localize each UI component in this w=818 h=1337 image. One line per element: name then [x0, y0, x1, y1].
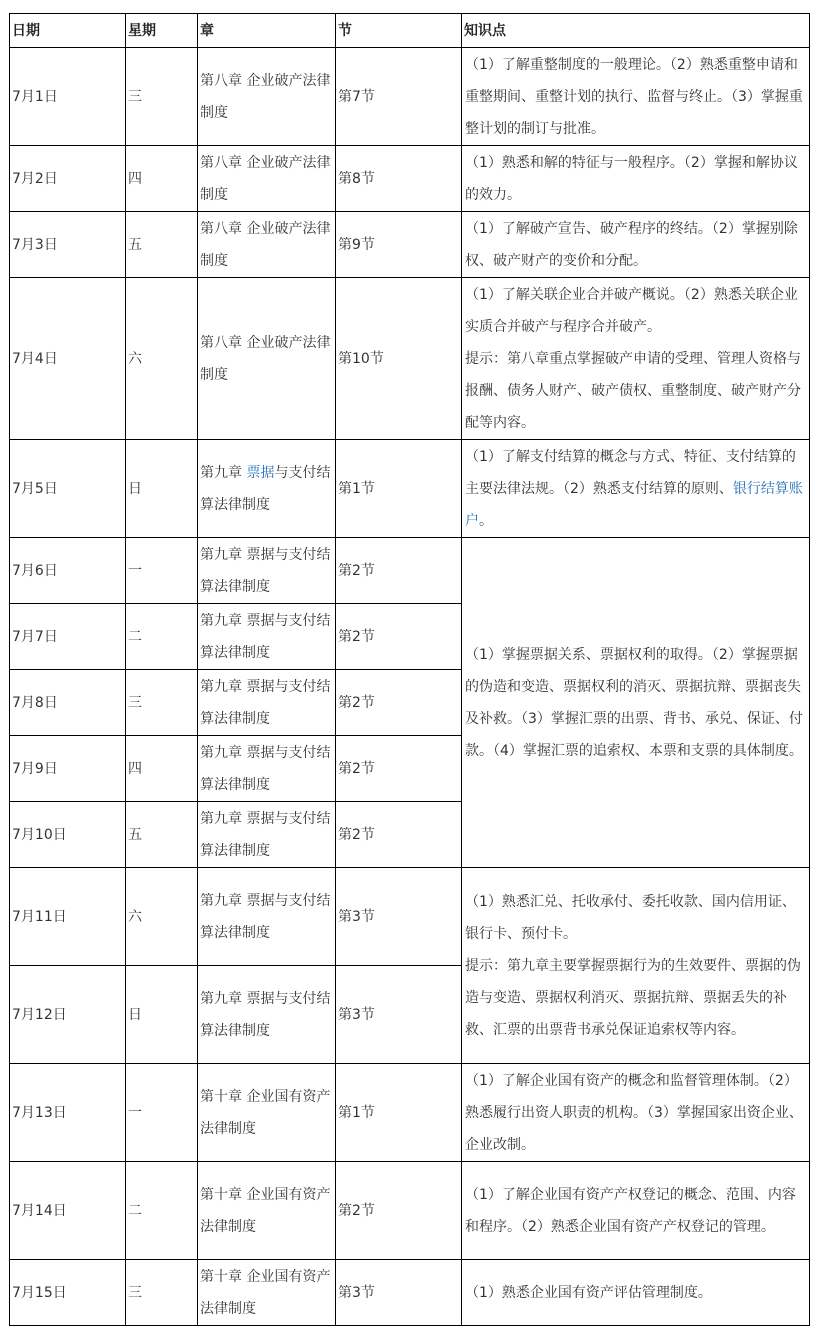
header-weekday: 星期 — [126, 14, 198, 48]
weekday-cell: 日 — [126, 966, 198, 1064]
knowledge-text: （1）了解企业国有资产产权登记的概念、范围、内容和程序。（2）熟悉企业国有资产产权登记的管理。 — [465, 1186, 796, 1235]
date-cell: 7月12日 — [10, 966, 126, 1064]
knowledge-text: （1）了解关联企业合并破产概说。（2）熟悉关联企业实质合并破产与程序合并破产。 — [465, 286, 798, 335]
chapter-prefix: 第九章 — [200, 464, 247, 481]
bank-account-link[interactable]: 银行结算账户 — [465, 480, 803, 529]
date-cell: 7月15日 — [10, 1260, 126, 1326]
knowledge-cell — [462, 538, 810, 868]
knowledge-cell — [462, 48, 810, 146]
chapter-cell: 第八章 企业破产法律制度 — [198, 146, 336, 212]
header-knowledge: 知识点 — [462, 14, 810, 48]
date-cell: 7月10日 — [10, 802, 126, 868]
section-cell: 第2节 — [336, 1162, 462, 1260]
knowledge-text-end: 。 — [479, 512, 493, 529]
chapter-cell: 第九章 票据与支付结算法律制度 — [198, 868, 336, 966]
table-row — [10, 440, 810, 538]
section-cell: 第2节 — [336, 802, 462, 868]
weekday-cell: 一 — [126, 1064, 198, 1162]
section-cell: 第3节 — [336, 1260, 462, 1326]
date-cell: 7月7日 — [10, 604, 126, 670]
table-header-row — [10, 14, 810, 48]
weekday-cell: 四 — [126, 736, 198, 802]
weekday-cell: 三 — [126, 670, 198, 736]
table-row — [10, 1162, 810, 1260]
chapter-cell: 第九章 票据与支付结算法律制度 — [198, 966, 336, 1064]
table-row — [10, 538, 810, 604]
weekday-cell: 三 — [126, 48, 198, 146]
section-cell: 第3节 — [336, 966, 462, 1064]
section-cell: 第10节 — [336, 278, 462, 440]
section-cell: 第1节 — [336, 1064, 462, 1162]
knowledge-cell — [462, 1162, 810, 1260]
section-cell: 第2节 — [336, 538, 462, 604]
section-cell: 第2节 — [336, 604, 462, 670]
table-row — [10, 868, 810, 966]
knowledge-cell — [462, 868, 810, 1064]
weekday-cell: 二 — [126, 604, 198, 670]
knowledge-cell — [462, 278, 810, 440]
date-cell: 7月1日 — [10, 48, 126, 146]
chapter-cell — [198, 440, 336, 538]
table-row — [10, 146, 810, 212]
study-schedule-table — [9, 13, 810, 1326]
section-cell: 第1节 — [336, 440, 462, 538]
header-section: 节 — [336, 14, 462, 48]
section-cell: 第2节 — [336, 670, 462, 736]
knowledge-tip: 提示：第九章主要掌握票据行为的生效要件、票据的伪造与变造、票据权利消灭、票据抗辩、票据丢失的补救、汇票的出票背书承兑保证追索权等内容。 — [465, 957, 801, 1038]
date-cell: 7月4日 — [10, 278, 126, 440]
section-cell: 第7节 — [336, 48, 462, 146]
chapter-cell: 第八章 企业破产法律制度 — [198, 48, 336, 146]
knowledge-text: （1）了解企业国有资产的概念和监督管理体制。（2）熟悉履行出资人职责的机构。（3）掌握国家出资企业、企业改制。 — [465, 1072, 803, 1153]
knowledge-text: （1）熟悉汇兑、托收承付、委托收款、国内信用证、银行卡、预付卡。 — [465, 893, 796, 942]
weekday-cell: 三 — [126, 1260, 198, 1326]
header-date: 日期 — [10, 14, 126, 48]
date-cell: 7月13日 — [10, 1064, 126, 1162]
chapter-cell: 第八章 企业破产法律制度 — [198, 212, 336, 278]
table-row — [10, 212, 810, 278]
chapter-cell: 第十章 企业国有资产法律制度 — [198, 1064, 336, 1162]
header-chapter: 章 — [198, 14, 336, 48]
knowledge-cell — [462, 212, 810, 278]
knowledge-text: （1）熟悉企业国有资产评估管理制度。 — [465, 1284, 712, 1301]
weekday-cell: 六 — [126, 868, 198, 966]
date-cell: 7月9日 — [10, 736, 126, 802]
table-row — [10, 1260, 810, 1326]
weekday-cell: 五 — [126, 802, 198, 868]
table-row — [10, 1064, 810, 1162]
date-cell: 7月8日 — [10, 670, 126, 736]
chapter-cell: 第八章 企业破产法律制度 — [198, 278, 336, 440]
table-row — [10, 48, 810, 146]
section-cell: 第8节 — [336, 146, 462, 212]
weekday-cell: 日 — [126, 440, 198, 538]
knowledge-text: （1）了解支付结算的概念与方式、特征、支付结算的主要法律法规。（2）熟悉支付结算的原则、 — [465, 448, 796, 497]
weekday-cell: 一 — [126, 538, 198, 604]
weekday-cell: 二 — [126, 1162, 198, 1260]
knowledge-tip: 提示：第八章重点掌握破产申请的受理、管理人资格与报酬、债务人财产、破产债权、重整制度、破产财产分配等内容。 — [465, 350, 801, 431]
chapter-cell: 第九章 票据与支付结算法律制度 — [198, 802, 336, 868]
chapter-cell: 第九章 票据与支付结算法律制度 — [198, 736, 336, 802]
section-cell: 第3节 — [336, 868, 462, 966]
chapter-cell: 第十章 企业国有资产法律制度 — [198, 1162, 336, 1260]
date-cell: 7月6日 — [10, 538, 126, 604]
chapter-cell: 第九章 票据与支付结算法律制度 — [198, 538, 336, 604]
knowledge-cell — [462, 1064, 810, 1162]
weekday-cell: 五 — [126, 212, 198, 278]
knowledge-text: （1）了解破产宣告、破产程序的终结。（2）掌握别除权、破产财产的变价和分配。 — [465, 220, 798, 269]
chapter-cell: 第九章 票据与支付结算法律制度 — [198, 604, 336, 670]
knowledge-text: （1）了解重整制度的一般理论。（2）熟悉重整申请和重整期间、重整计划的执行、监督与终止。（3）掌握重整计划的制订与批准。 — [465, 56, 803, 137]
section-cell: 第9节 — [336, 212, 462, 278]
weekday-cell: 四 — [126, 146, 198, 212]
knowledge-text: （1）熟悉和解的特征与一般程序。（2）掌握和解协议的效力。 — [465, 154, 798, 203]
chapter-suffix: 与支付结算法律制度 — [200, 464, 331, 513]
date-cell: 7月3日 — [10, 212, 126, 278]
bill-link[interactable]: 票据 — [246, 464, 275, 481]
chapter-cell: 第十章 企业国有资产法律制度 — [198, 1260, 336, 1326]
date-cell: 7月5日 — [10, 440, 126, 538]
knowledge-cell — [462, 440, 810, 538]
weekday-cell: 六 — [126, 278, 198, 440]
date-cell: 7月11日 — [10, 868, 126, 966]
knowledge-text: （1）掌握票据关系、票据权利的取得。（2）掌握票据的伪造和变造、票据权利的消灭、票据抗辩、票据丧失及补救。（3）掌握汇票的出票、背书、承兑、保证、付款。（4）掌握汇票的追索权、本票和支票的具体制度。 — [465, 646, 803, 759]
knowledge-cell — [462, 1260, 810, 1326]
section-cell: 第2节 — [336, 736, 462, 802]
knowledge-cell — [462, 146, 810, 212]
date-cell: 7月14日 — [10, 1162, 126, 1260]
date-cell: 7月2日 — [10, 146, 126, 212]
table-row — [10, 278, 810, 440]
chapter-cell: 第九章 票据与支付结算法律制度 — [198, 670, 336, 736]
